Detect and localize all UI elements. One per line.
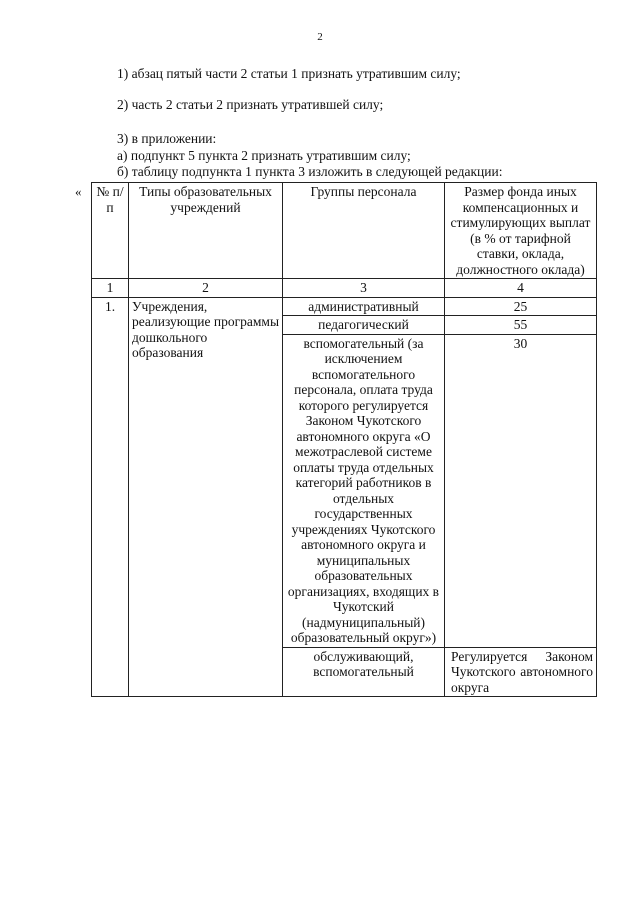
fund-value-cell: 30 [445, 334, 597, 647]
table-header-row [92, 183, 597, 279]
paragraph-item-1: 1) абзац пятый части 2 статьи 1 признать утратившим силу; [117, 66, 461, 81]
compensation-table [91, 182, 597, 697]
paragraph-item-3a: а) подпункт 5 пункта 2 признать утратившим силу; [117, 148, 411, 163]
page-number: 2 [317, 31, 323, 43]
institution-type-cell: Учреждения, реализующие программы дошкольного образования [129, 297, 283, 697]
paragraph-item-3b: б) таблицу подпункта 1 пункта 3 изложить в следующей редакции: [117, 164, 503, 179]
staff-group-cell: педагогический [283, 316, 445, 335]
header-staff-group: Группы персонала [283, 183, 445, 279]
fund-value-cell: 25 [445, 297, 597, 316]
staff-group-cell: административный [283, 297, 445, 316]
table-row [92, 297, 597, 316]
column-number-4: 4 [445, 279, 597, 298]
column-number-3: 3 [283, 279, 445, 298]
column-number-2: 2 [129, 279, 283, 298]
header-institution-type: Типы образовательных учреждений [129, 183, 283, 279]
fund-value-cell: Регулируется Законом Чукотского автономного округа [445, 647, 597, 697]
header-number: № п/п [92, 183, 129, 279]
header-fund-size: Размер фонда иных компенсационных и стимулирующих выплат (в % от тарифной ставки, оклада, должностного оклада) [445, 183, 597, 279]
opening-quote: « [75, 184, 82, 199]
row-number: 1. [92, 297, 129, 697]
paragraph-item-2: 2) часть 2 статьи 2 признать утратившей силу; [117, 97, 384, 112]
staff-group-cell: вспомогательный (за исключением вспомогательного персонала, оплата труда которого регулируется Законом Чукотского автономного округа «О межотраслевой системе оплаты труда отдельных категорий работников в отдельных государственных учреждениях Чукотского автономного округа и муниципальных образовательных организациях, входящих в Чукотский (надмуниципальный) образовательный округ») [283, 334, 445, 647]
column-number-1: 1 [92, 279, 129, 298]
paragraph-item-3: 3) в приложении: [117, 131, 217, 146]
staff-group-cell: обслуживающий, вспомогательный [283, 647, 445, 697]
fund-value-cell: 55 [445, 316, 597, 335]
column-number-row [92, 279, 597, 298]
